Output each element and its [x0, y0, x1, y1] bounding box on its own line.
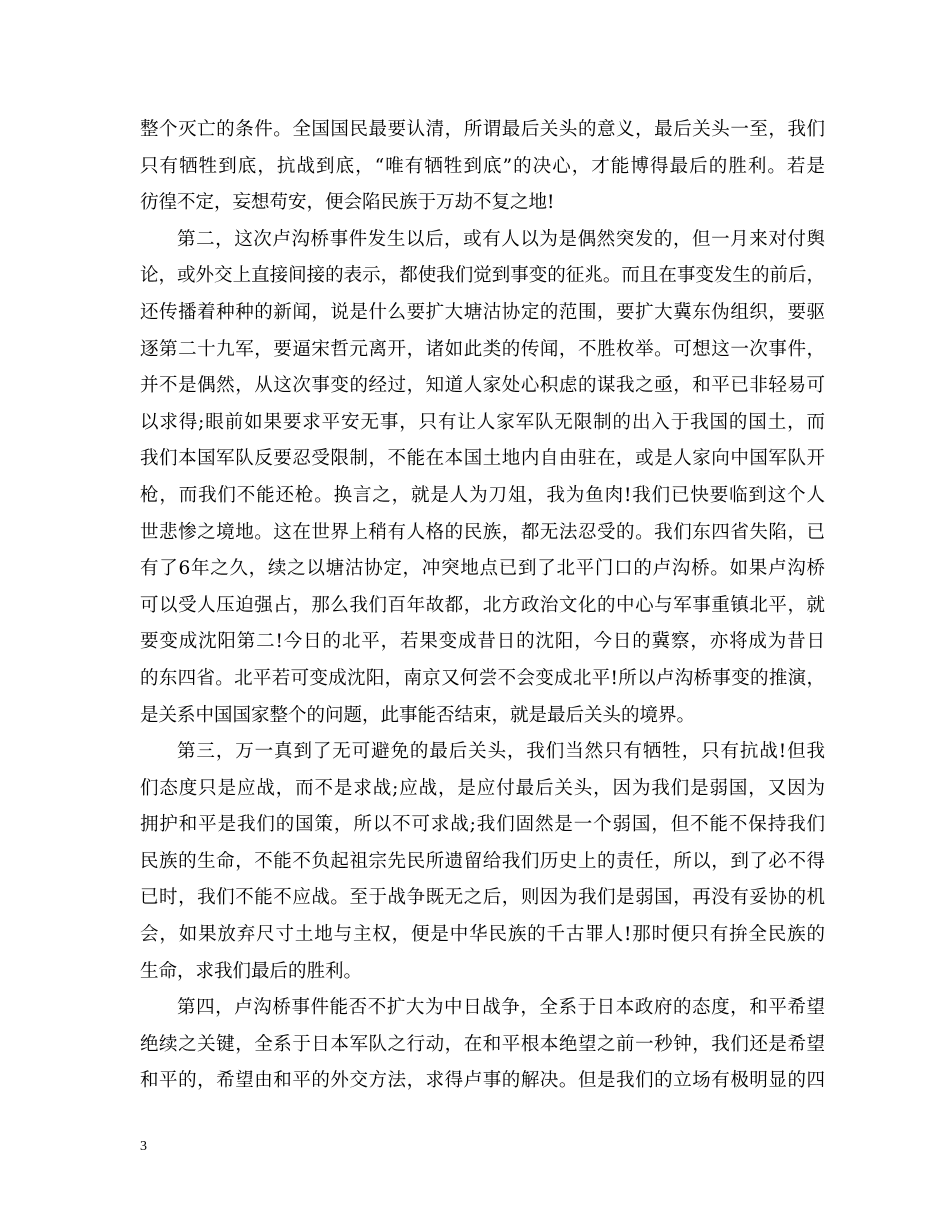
- text-line: 要变成沈阳第二!今日的北平，若果变成昔日的沈阳，今日的冀察，亦将成为昔日: [140, 631, 825, 653]
- text-line: 论，或外交上直接间接的表示，都使我们觉到事变的征兆。而且在事变发生的前后，: [140, 265, 825, 287]
- text-line: 绝续之关键，全系于日本军队之行动，在和平根本绝望之前一秒钟，我们还是希望: [140, 1033, 825, 1055]
- text-line: 们态度只是应战，而不是求战;应战，是应付最后关头，因为我们是弱国，又因为: [140, 777, 825, 799]
- text-line: 拥护和平是我们的国策，所以不可求战;我们固然是一个弱国，但不能不保持我们: [140, 814, 825, 836]
- page-number: 3: [140, 1139, 147, 1154]
- text-line: 逐第二十九军，要逼宋哲元离开，诸如此类的传闻，不胜枚举。可想这一次事件，: [140, 338, 825, 360]
- body-text: [140, 112, 825, 1100]
- paragraph-first-line: 第四，卢沟桥事件能否不扩大为中日战争，全系于日本政府的态度，和平希望: [177, 997, 825, 1019]
- text-line: 已时，我们不能不应战。至于战争既无之后，则因为我们是弱国，再没有妥协的机: [140, 887, 825, 909]
- paragraph-first-line: 第二，这次卢沟桥事件发生以后，或有人以为是偶然突发的，但一月来对付舆: [177, 228, 825, 250]
- text-line: 有了6年之久，续之以塘沽协定，冲突地点已到了北平门口的卢沟桥。如果卢沟桥: [140, 558, 825, 580]
- text-line: 彷徨不定，妄想苟安，便会陷民族于万劫不复之地!: [140, 192, 555, 214]
- text-line: 并不是偶然，从这次事变的经过，知道人家处心积虑的谋我之亟，和平已非轻易可: [140, 375, 825, 397]
- text-line: 生命，求我们最后的胜利。: [140, 960, 363, 982]
- text-line: 会，如果放弃尺寸土地与主权，便是中华民族的千古罪人!那时便只有拚全民族的: [140, 924, 825, 946]
- paragraph-first-line: 第三，万一真到了无可避免的最后关头，我们当然只有牺牲，只有抗战!但我: [177, 741, 825, 763]
- text-line: 世悲惨之境地。这在世界上稍有人格的民族，都无法忍受的。我们东四省失陷，已: [140, 521, 825, 543]
- text-line: 可以受人压迫强占，那么我们百年故都，北方政治文化的中心与军事重镇北平，就: [140, 594, 825, 616]
- text-line: 和平的，希望由和平的外交方法，求得卢事的解决。但是我们的立场有极明显的四: [140, 1070, 825, 1092]
- text-line: 我们本国军队反要忍受限制，不能在本国土地内自由驻在，或是人家向中国军队开: [140, 448, 825, 470]
- text-line: 是关系中国国家整个的问题，此事能否结束，就是最后关头的境界。: [140, 704, 696, 726]
- text-line: 以求得;眼前如果要求平安无事，只有让人家军队无限制的出入于我国的国土，而: [140, 411, 825, 433]
- text-line: 的东四省。北平若可变成沈阳，南京又何尝不会变成北平!所以卢沟桥事变的推演，: [140, 667, 825, 689]
- text-line: 还传播着种种的新闻，说是什么要扩大塘沽协定的范围，要扩大冀东伪组织，要驱: [140, 301, 825, 323]
- text-line: 民族的生命，不能不负起祖宗先民所遗留给我们历史上的责任，所以，到了必不得: [140, 850, 825, 872]
- text-line: 只有牺牲到底，抗战到底，“唯有牺牲到底”的决心，才能博得最后的胜利。若是: [140, 155, 825, 177]
- text-line: 枪，而我们不能还枪。换言之，就是人为刀俎，我为鱼肉!我们已快要临到这个人: [140, 484, 825, 506]
- text-line: 整个灭亡的条件。全国国民最要认清，所谓最后关头的意义，最后关头一至，我们: [140, 119, 825, 140]
